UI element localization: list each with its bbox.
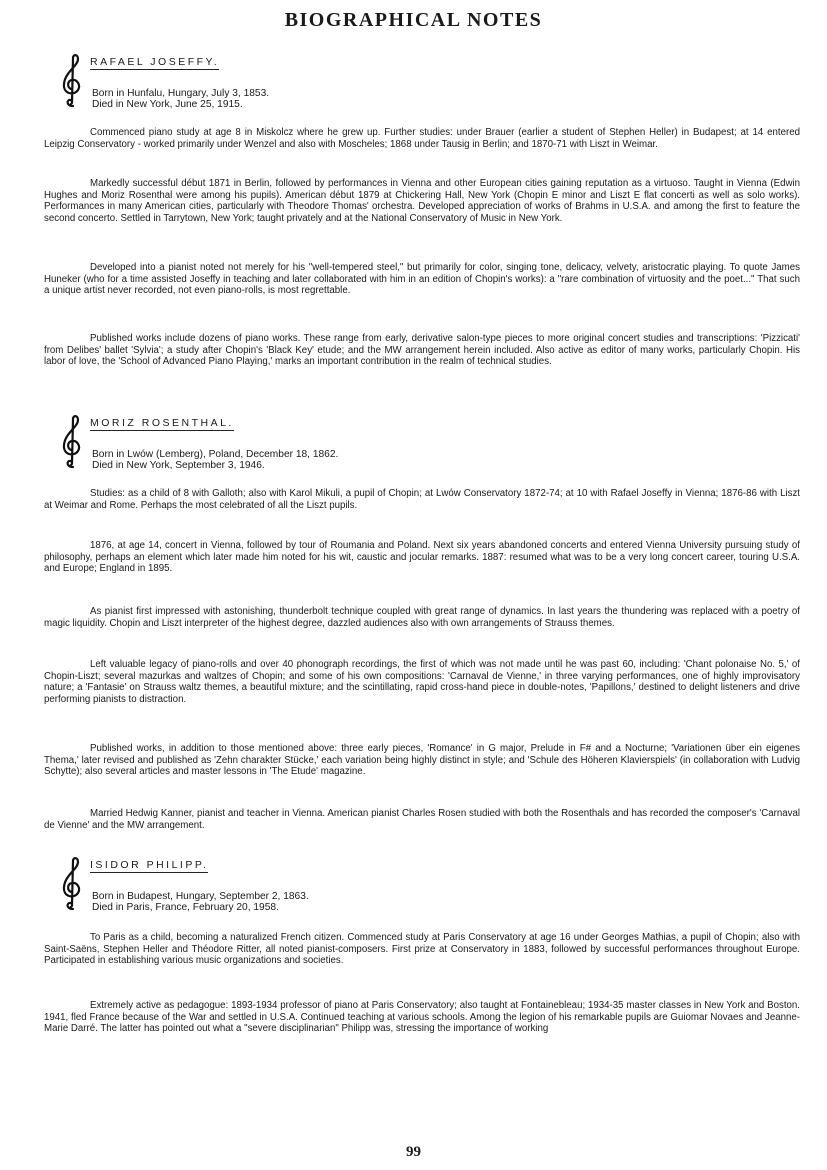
- paragraph: To Paris as a child, becoming a naturalized French citizen. Commenced study at Paris Conservatory at age 16 under Georges Mathias, a pupil of Chopin; also with Saint-Saëns, Stephen Heller and Théodore Ritter, all noted pianist-composers. First prize at Conservatory in 1883, followed by successful performances throughout Europe. Participated in establishing various music organizations and societies.: [44, 932, 800, 967]
- paragraph: Published works, in addition to those mentioned above: three early pieces, 'Romance' in G major, Prelude in F# and a Nocturne; 'Variationen über ein eigenes Thema,' later revised and published as 'Zehn charakter Stücke,' each variation being highly distinct in style; and 'Schule des Höheren Klavierspiels' (in collaboration with Ludvig Schytte); also several articles and master lessons in 'The Etude' magazine.: [44, 743, 800, 778]
- treble-clef-icon: [58, 855, 86, 913]
- died-line: Died in New York, June 25, 1915.: [92, 99, 243, 110]
- composer-name: ISIDOR PHILIPP.: [90, 859, 209, 871]
- died-line: Died in New York, September 3, 1946.: [92, 460, 265, 471]
- composer-name: MORIZ ROSENTHAL.: [90, 417, 234, 429]
- paragraph: 1876, at age 14, concert in Vienna, followed by tour of Roumania and Poland. Next six years abandoned concerts and entered Vienna University pursuing study of philosophy, perhaps an element which later made him noted for his wit, caustic and jocular remarks. 1887: resumed what was to be a very long concert career, touring U.S.A. and Europe; England in 1895.: [44, 540, 800, 575]
- born-line: Born in Lwów (Lemberg), Poland, December 18, 1862.: [92, 449, 339, 460]
- died-line: Died in Paris, France, February 20, 1958.: [92, 902, 279, 913]
- treble-clef-icon: [58, 413, 86, 471]
- composer-name: RAFAEL JOSEFFY.: [90, 56, 220, 68]
- treble-clef-icon: [58, 52, 86, 110]
- born-line: Born in Budapest, Hungary, September 2, 1863.: [92, 891, 309, 902]
- paragraph: Married Hedwig Kanner, pianist and teacher in Vienna. American pianist Charles Rosen studied with both the Rosenthals and has recorded the composer's 'Carnaval de Vienne' and the MW arrangement.: [44, 808, 800, 831]
- page-number: 99: [406, 1144, 421, 1160]
- birth-death-dates: [92, 449, 592, 471]
- paragraph: As pianist first impressed with astonishing, thunderbolt technique coupled with great range of dynamics. In last years the thundering was replaced with a poetry of magic liquidity. Chopin and Liszt interpreter of the highest degree, dazzled audiences also with own arrangements of Strauss themes.: [44, 606, 800, 629]
- paragraph: Left valuable legacy of piano-rolls and over 40 phonograph recordings, the first of which was not made until he was past 60, including: 'Chant polonaise No. 5,' of Chopin-Liszt; several mazurkas and waltzes of Chopin; and some of his own compositions: 'Carnaval de Vienne,' in three varying performances, one of highly improvisatory nature; a 'Fantasie' on Strauss waltz themes, a beautiful mixture; and the scintillating, rapid cross-hand piece in double-notes, 'Papillons,' destined to delight listeners and drive performing pianists to distraction.: [44, 659, 800, 706]
- birth-death-dates: [92, 891, 592, 913]
- paragraph: Studies: as a child of 8 with Galloth; also with Karol Mikuli, a pupil of Chopin; at Lwów Conservatory 1872-74; at 10 with Rafael Joseffy in Vienna; 1876-86 with Liszt at Weimar and Rome. Perhaps the most celebrated of all the Liszt pupils.: [44, 488, 800, 511]
- page-title: BIOGRAPHICAL NOTES: [284, 9, 543, 31]
- paragraph: Markedly successful début 1871 in Berlin, followed by performances in Vienna and other European cities gaining reputation as a virtuoso. Taught in Vienna (Edwin Hughes and Moriz Rosenthal were among his pupils). American début 1879 at Chickering Hall, New York (Chopin E minor and Liszt E flat concerti as well as solo works). Performances in many American cities, particularly with Theodore Thomas' orchestra. Developed appreciation of works of Brahms in U.S.A. and among the first to feature the second concerto. Settled in Tarrytown, New York; taught privately and at the National Conservatory of Music in New York.: [44, 178, 800, 225]
- born-line: Born in Hunfalu, Hungary, July 3, 1853.: [92, 88, 270, 99]
- paragraph: Extremely active as pedagogue: 1893-1934 professor of piano at Paris Conservatory; also taught at Fontainebleau; 1934-35 master classes in New York and Boston. 1941, fled France because of the War and settled in U.S.A. Continued teaching at various schools. Among the legion of his remarkable pupils are Guiomar Novaes and Jeanne-Marie Darré. The latter has pointed out what a "severe disciplinarian" Philipp was, stressing the importance of working: [44, 1000, 800, 1035]
- paragraph: Commenced piano study at age 8 in Miskolcz where he grew up. Further studies: under Brauer (earlier a student of Stephen Heller) in Budapest; at 14 entered Leipzig Conservatory - worked primarily under Wenzel and also with Moscheles; 1868 under Tausig in Berlin; and 1870-71 with Liszt in Weimar.: [44, 127, 800, 150]
- birth-death-dates: [92, 88, 592, 110]
- paragraph: Published works include dozens of piano works. These range from early, derivative salon-type pieces to more original concert studies and transcriptions: 'Pizzicati' from Delibes' ballet 'Sylvia'; a study after Chopin's 'Black Key' etude; and the MW arrangement herein included. Also active as editor of many works, particularly Chopin. His labor of love, the 'School of Advanced Piano Playing,' marks an important contribution in the realm of technical studies.: [44, 333, 800, 368]
- paragraph: Developed into a pianist noted not merely for his "well-tempered steel," but primarily for color, singing tone, delicacy, velvety, aristocratic playing. To quote James Huneker (who for a time assisted Joseffy in teaching and later collaborated with him in an edition of Chopin's works): a "rare combination of virtuosity and the poet..." That such a unique artist never recorded, not even piano-rolls, is most regrettable.: [44, 262, 800, 297]
